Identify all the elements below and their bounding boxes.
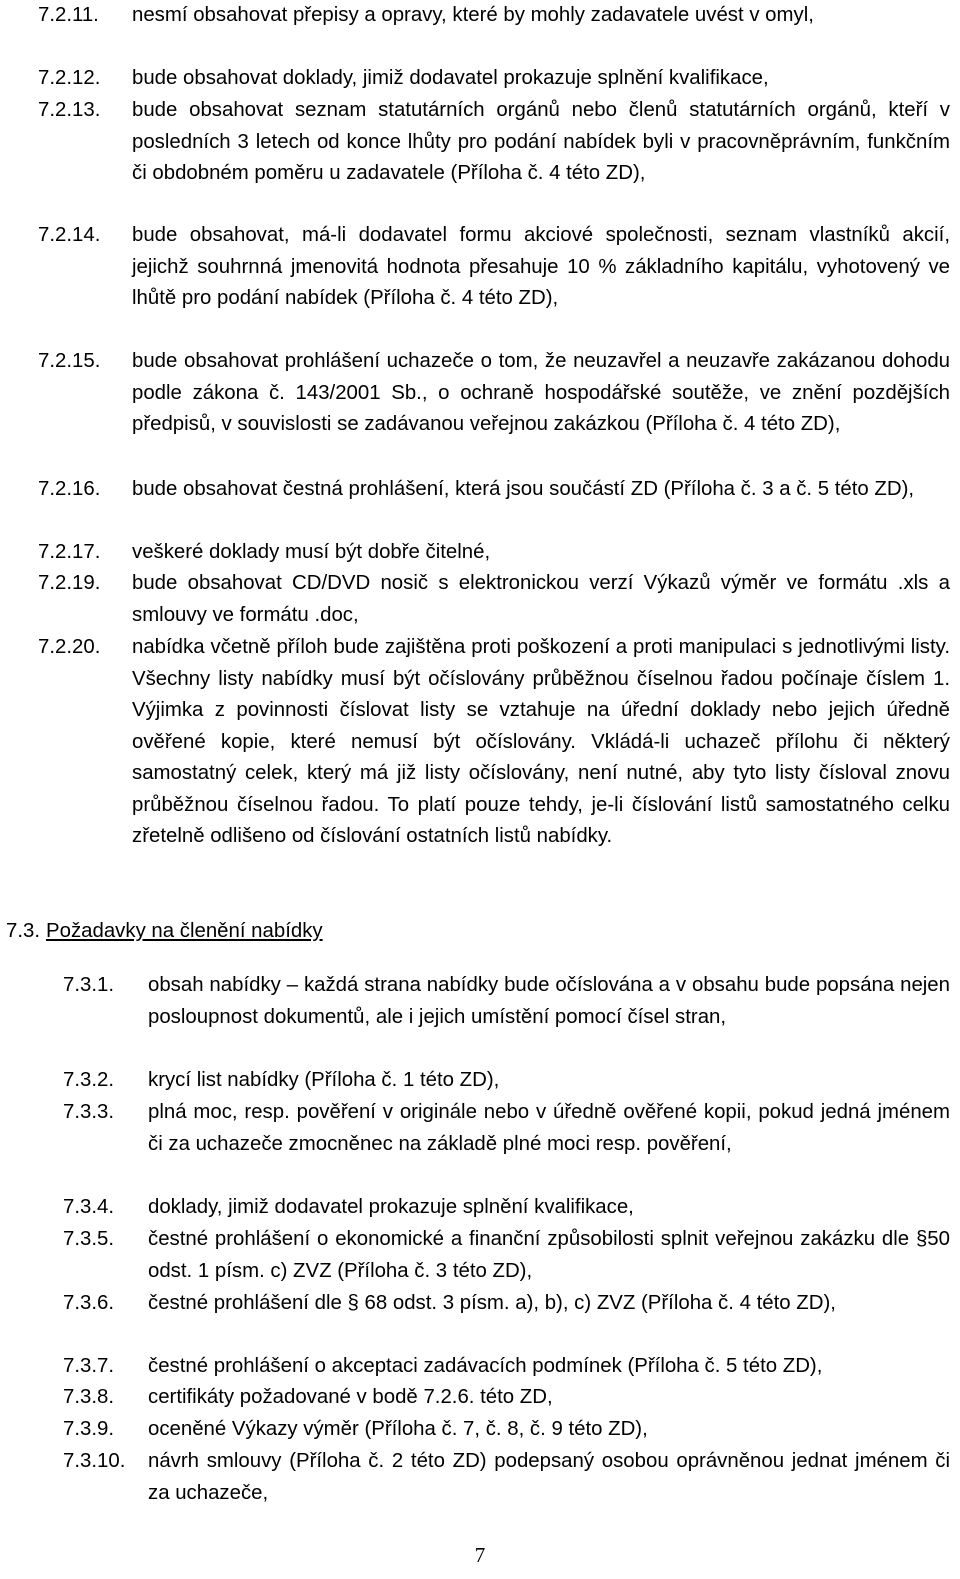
item-number: 7.3.10. (63, 1450, 126, 1472)
item-text: krycí list nabídky (Příloha č. 1 této ZD), (148, 1069, 500, 1091)
item-number: 7.3.5. (63, 1228, 115, 1250)
item-number: 7.2.20. (38, 636, 101, 658)
item-number: 7.2.12. (38, 67, 101, 89)
item-number: 7.2.17. (38, 541, 101, 563)
item-number: 7.3.9. (63, 1418, 115, 1440)
item-number: 7.2.16. (38, 478, 101, 500)
item-text: bude obsahovat seznam statutárních orgánů nebo členů statutárních orgánů, kteří v posledních 3 letech od konce lhůty pro podání nabídek byli v pracovněprávním, funkčním či obdobném poměru u zadavatele (Příloha č. 4 této ZD), (132, 99, 950, 184)
item-text: nesmí obsahovat přepisy a opravy, které by mohly zadavatele uvést v omyl, (132, 4, 814, 26)
section-heading (6, 916, 323, 948)
item-number: 7.2.11. (38, 4, 99, 26)
item-text: čestné prohlášení o akceptaci zadávacích podmínek (Příloha č. 5 této ZD), (148, 1355, 823, 1377)
item-number: 7.3.3. (63, 1101, 115, 1123)
item-text: veškeré doklady musí být dobře čitelné, (132, 541, 491, 563)
item-number: 7.3.2. (63, 1069, 115, 1091)
item-text: certifikáty požadované v bodě 7.2.6. této ZD, (148, 1386, 553, 1408)
item-number: 7.3.4. (63, 1196, 115, 1218)
item-text: bude obsahovat prohlášení uchazeče o tom, že neuzavřel a neuzavře zakázanou dohodu podle zákona č. 143/2001 Sb., o ochraně hospodářské soutěže, ve znění pozdějších předpisů, v souvislosti se zadávanou veřejnou zakázkou (Příloha č. 4 této ZD), (132, 350, 950, 435)
item-text: čestné prohlášení o ekonomické a finanční způsobilosti splnit veřejnou zakázku dle §50 odst. 1 písm. c) ZVZ (Příloha č. 3 této ZD), (148, 1228, 950, 1282)
item-number: 7.3.1. (63, 974, 115, 996)
item-text: návrh smlouvy (Příloha č. 2 této ZD) podepsaný osobou oprávněnou jednat jménem či za uchazeče, (148, 1450, 950, 1504)
item-text: oceněné Výkazy výměr (Příloha č. 7, č. 8, č. 9 této ZD), (148, 1418, 648, 1440)
item-text: bude obsahovat doklady, jimiž dodavatel prokazuje splnění kvalifikace, (132, 67, 769, 89)
item-number: 7.2.19. (38, 572, 101, 594)
item-number: 7.2.14. (38, 224, 101, 246)
item-number: 7.3.8. (63, 1386, 115, 1408)
item-text: bude obsahovat CD/DVD nosič s elektronickou verzí Výkazů výměr ve formátu .xls a smlouvy ve formátu .doc, (132, 572, 950, 626)
item-number: 7.2.15. (38, 350, 101, 372)
item-number: 7.3.6. (63, 1292, 115, 1314)
item-text: doklady, jimiž dodavatel prokazuje splnění kvalifikace, (148, 1196, 634, 1218)
item-text: bude obsahovat čestná prohlášení, která jsou součástí ZD (Příloha č. 3 a č. 5 této ZD), (132, 478, 915, 500)
item-text: obsah nabídky – každá strana nabídky bude očíslována a v obsahu bude popsána nejen posloupnost dokumentů, ale i jejich umístění pomocí čísel stran, (148, 974, 950, 1028)
item-number: 7.2.13. (38, 99, 101, 121)
item-text: nabídka včetně příloh bude zajištěna proti poškození a proti manipulaci s jednotlivými listy. Všechny listy nabídky musí být očíslovány průběžnou číselnou řadou počínaje číslem 1. Výjimka z povinnosti číslovat listy se vztahuje na úřední doklady nebo jejich úředně ověřené kopie, které nemusí být očíslovány. Vkládá-li uchazeč přílohu či některý samostatný celek, který má již listy očíslovány, není nutné, aby tyto listy čísloval znovu průběžnou číselnou řadou. To platí pouze tehdy, je-li číslování listů samostatného celku zřetelně odlišeno od číslování ostatních listů nabídky. (132, 636, 950, 847)
item-text: čestné prohlášení dle § 68 odst. 3 písm. a), b), c) ZVZ (Příloha č. 4 této ZD), (148, 1292, 836, 1314)
item-text: bude obsahovat, má-li dodavatel formu akciové společnosti, seznam vlastníků akcií, jejichž souhrnná jmenovitá hodnota přesahuje 10 % základního kapitálu, vyhotovený ve lhůtě pro podání nabídek (Příloha č. 4 této ZD), (132, 224, 950, 309)
item-number: 7.3.7. (63, 1355, 115, 1377)
section-number: 7.3. (6, 920, 41, 942)
page-number: 7 (474, 1543, 486, 1567)
item-text: plná moc, resp. pověření v originále nebo v úředně ověřené kopii, pokud jedná jménem či za uchazeče zmocněnec na základě plné moci resp. pověření, (148, 1101, 950, 1155)
section-title: Požadavky na členění nabídky (46, 920, 323, 942)
